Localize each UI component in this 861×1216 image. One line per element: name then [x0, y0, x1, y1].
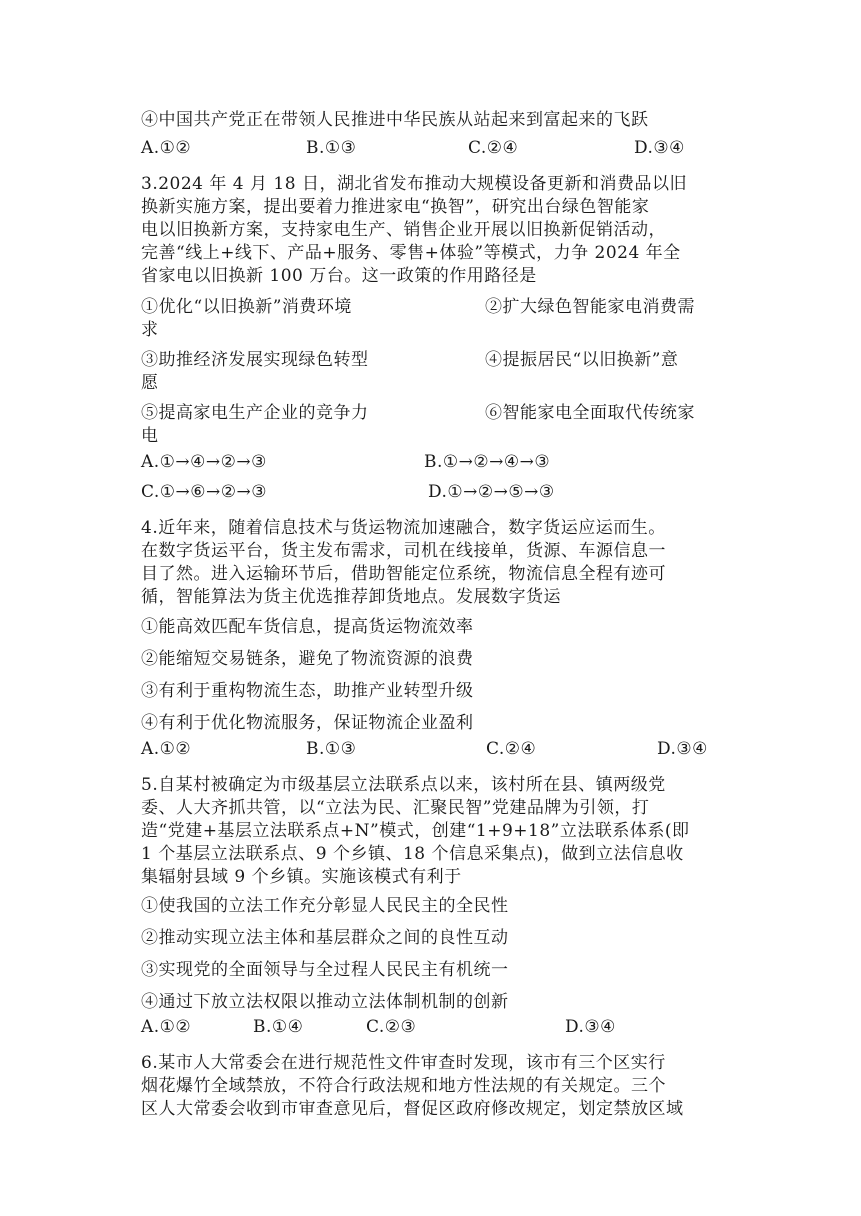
- q4-option-b: B.①③: [306, 739, 357, 759]
- q4-option-c: C.②④: [486, 739, 537, 759]
- q3-item-3: ③助推经济发展实现绿色转型: [141, 350, 369, 370]
- q5-stem-line: 1 个基层立法联系点、9 个乡镇、18 个信息采集点)，做到立法信息收: [141, 844, 684, 864]
- q3-stem-line: 完善“线上+线下、产品+服务、零售+体验”等模式，力争 2024 年全: [141, 243, 681, 263]
- q5-item-1: ①使我国的立法工作充分彰显人民民主的全民性: [141, 896, 509, 916]
- q2-option-c: C.②④: [468, 138, 519, 158]
- q4-stem-line: 在数字货运平台，货主发布需求，司机在线接单，货源、车源信息一: [141, 541, 666, 561]
- q3-item-4: ④提振居民“以旧换新”意: [485, 350, 679, 370]
- q4-stem-line: 目了然。进入运输环节后，借助智能定位系统，物流信息全程有迹可: [141, 564, 666, 584]
- q4-item-1: ①能高效匹配车货信息，提高货运物流效率: [141, 617, 474, 637]
- q5-option-b: B.①④: [253, 1017, 304, 1037]
- q3-item-5: ⑤提高家电生产企业的竞争力: [141, 403, 369, 423]
- q4-stem-line: 循，智能算法为货主优选推荐卸货地点。发展数字货运: [141, 587, 561, 607]
- q5-stem-line: 5.自某村被确定为市级基层立法联系点以来，该村所在县、镇两级党: [141, 775, 666, 795]
- q3-item-4-wrap: 愿: [141, 373, 159, 393]
- q5-option-d: D.③④: [565, 1017, 616, 1037]
- q4-item-4: ④有利于优化物流服务，保证物流企业盈利: [141, 713, 474, 733]
- q5-item-3: ③实现党的全面领导与全过程人民民主有机统一: [141, 960, 509, 980]
- q5-stem-line: 集辐射县域 9 个乡镇。实施该模式有利于: [141, 867, 462, 887]
- q3-item-2-wrap: 求: [141, 320, 159, 340]
- q2-option-b: B.①③: [306, 138, 357, 158]
- q3-stem-line: 换新实施方案，提出要着力推进家电“换智”，研究出台绿色智能家: [141, 197, 650, 217]
- q3-stem-line: 电以旧换新方案，支持家电生产、销售企业开展以旧换新促销活动，: [141, 220, 666, 240]
- q4-item-2: ②能缩短交易链条，避免了物流资源的浪费: [141, 649, 474, 669]
- q2-option-a: A.①②: [141, 138, 192, 158]
- q3-option-b: B.①→②→④→③: [424, 452, 551, 472]
- q4-stem-line: 4.近年来，随着信息技术与货运物流加速融合，数字货运应运而生。: [141, 518, 666, 538]
- q3-option-d: D.①→②→⑤→③: [428, 482, 555, 502]
- q6-stem-line: 烟花爆竹全域禁放，不符合行政法规和地方性法规的有关规定。三个: [141, 1076, 666, 1096]
- q6-stem-line: 区人大常委会收到市审查意见后，督促区政府修改规定，划定禁放区域: [141, 1099, 684, 1119]
- q5-option-a: A.①②: [141, 1017, 192, 1037]
- q3-item-2: ②扩大绿色智能家电消费需: [485, 297, 695, 317]
- q5-item-2: ②推动实现立法主体和基层群众之间的良性互动: [141, 928, 509, 948]
- q3-item-6-wrap: 电: [141, 426, 159, 446]
- q2-statement-4: ④中国共产党正在带领人民推进中华民族从站起来到富起来的飞跃: [141, 110, 649, 130]
- q5-stem-line: 委、人大齐抓共管，以“立法为民、汇聚民智”党建品牌为引领，打: [141, 798, 650, 818]
- q5-stem-line: 造“党建+基层立法联系点+N”模式，创建“1+9+18”立法联系体系(即: [141, 821, 690, 841]
- q6-stem-line: 6.某市人大常委会在进行规范性文件审查时发现，该市有三个区实行: [141, 1053, 666, 1073]
- q5-item-4: ④通过下放立法权限以推动立法体制机制的创新: [141, 992, 509, 1012]
- q2-option-d: D.③④: [634, 138, 685, 158]
- q3-option-a: A.①→④→②→③: [141, 452, 267, 472]
- q3-stem-line: 省家电以旧换新 100 万台。这一政策的作用路径是: [141, 266, 537, 286]
- q5-option-c: C.②③: [366, 1017, 417, 1037]
- q3-stem-line: 3.2024 年 4 月 18 日，湖北省发布推动大规模设备更新和消费品以旧: [141, 174, 687, 194]
- q3-item-6: ⑥智能家电全面取代传统家: [485, 403, 695, 423]
- q3-item-1: ①优化“以旧换新”消费环境: [141, 297, 352, 317]
- q4-option-d: D.③④: [657, 739, 708, 759]
- q4-item-3: ③有利于重构物流生态，助推产业转型升级: [141, 681, 474, 701]
- q4-option-a: A.①②: [141, 739, 192, 759]
- q3-option-c: C.①→⑥→②→③: [141, 482, 267, 502]
